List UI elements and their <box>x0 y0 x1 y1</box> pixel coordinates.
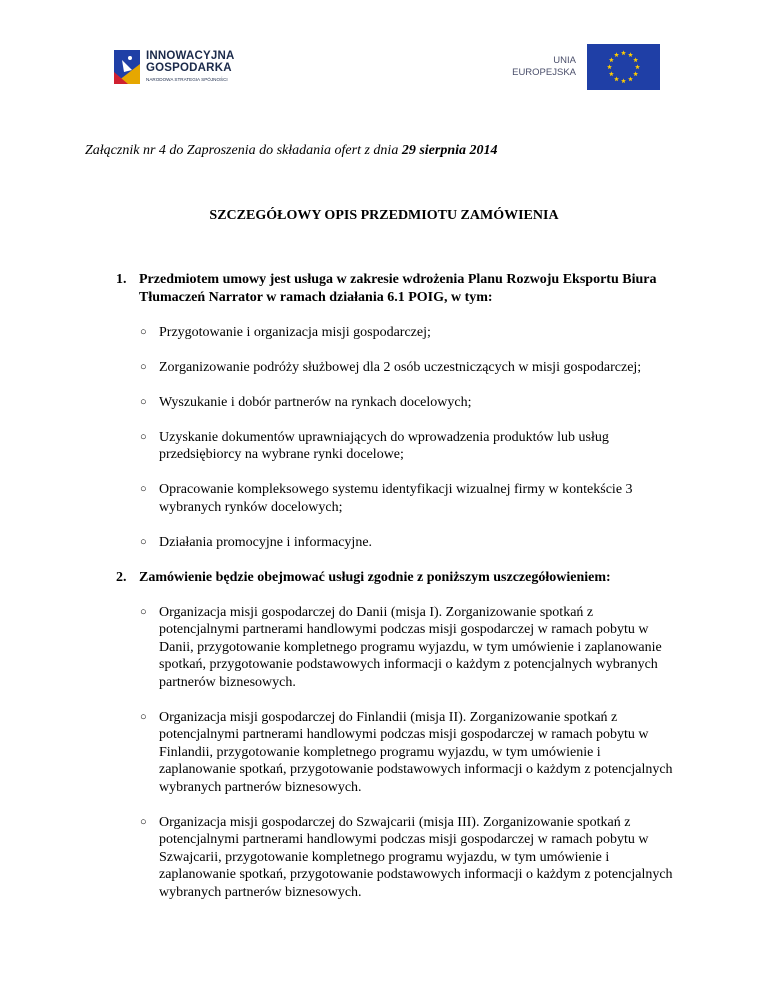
list-item <box>0 534 674 552</box>
logo-right-name <box>512 55 576 79</box>
bullet-circle-icon: ○ <box>140 430 147 443</box>
list-item-text: Opracowanie kompleksowego systemu identyfikacji wizualnej firmy w kontekście 3 wybranych rynków docelowych; <box>159 482 633 515</box>
list-item-text: Organizacja misji gospodarczej do Finlandii (misja II). Zorganizowanie spotkań z potencjalnymi partnerami handlowymi podczas misji gospodarczej w ramach pobytu w Finlandii, przygotowanie kompletnego programu wyjazdu, w tym umówienie i zaplanowanie spotkań, przygotowanie podstawowych informacji o każdym z potencjalnych wybranych partnerów biznesowych. <box>159 709 673 795</box>
list-item-text: Działania promocyjne i informacyjne. <box>159 534 373 550</box>
logo-right-line2: EUROPEJSKA <box>512 67 576 78</box>
bullet-circle-icon: ○ <box>140 483 147 495</box>
list-item <box>0 814 674 902</box>
logo-left-line1: INNOWACYJNA <box>146 50 235 62</box>
unia-europejska-logo <box>514 44 660 90</box>
bullet-circle-icon: ○ <box>140 360 147 373</box>
bullet-circle-icon: ○ <box>140 395 147 408</box>
list-item-text: Przygotowanie i organizacja misji gospodarczej; <box>159 324 431 340</box>
list-item <box>0 394 674 412</box>
section-heading: Zamówienie będzie obejmować usługi zgodnie z poniższym uszczegółowieniem: <box>139 569 611 585</box>
list-item-text: Zorganizowanie podróży służbowej dla 2 osób uczestniczących w misji gospodarczej; <box>159 359 642 375</box>
bullet-circle-icon: ○ <box>140 815 147 828</box>
bullet-circle-icon: ○ <box>140 535 147 548</box>
section-2 <box>0 569 672 587</box>
list-item <box>0 481 674 516</box>
logo-left-line2: GOSPODARKA <box>146 62 232 74</box>
bullet-circle-icon: ○ <box>140 710 147 723</box>
list-item <box>0 429 674 464</box>
list-item-text: Uzyskanie dokumentów uprawniających do wprowadzenia produktów lub usług przedsiębiorcy na wybrane rynki docelowe; <box>159 429 609 462</box>
logo-right-line1: UNIA <box>553 55 576 66</box>
list-item <box>0 324 674 342</box>
annex-prefix: Załącznik nr 4 do Zaproszenia do składania ofert z dnia <box>85 143 402 158</box>
section-number: 1. <box>116 272 127 287</box>
list-item-text: Wyszukanie i dobór partnerów na rynkach docelowych; <box>159 394 472 410</box>
annex-line <box>85 143 498 159</box>
section-number: 2. <box>116 569 127 585</box>
list-item-text: Organizacja misji gospodarczej do Szwajcarii (misja III). Zorganizowanie spotkań z potencjalnymi partnerami handlowymi podczas misji gospodarczej w ramach pobytu w Szwajcarii, przygotowanie kompletnego programu wyjazdu, w tym umówienie i zaplanowanie spotkań, przygotowanie podstawowych informacji o każdym z potencjalnych wybranych partnerów biznesowych. <box>159 814 673 900</box>
section-1 <box>0 271 672 306</box>
innowacyjna-gospodarka-logo <box>110 46 250 90</box>
list-item <box>0 709 674 797</box>
bullet-circle-icon: ○ <box>140 325 147 338</box>
section-heading: Przedmiotem umowy jest usługa w zakresie wdrożenia Planu Rozwoju Eksportu Biura Tłumaczeń Narrator w ramach działania 6.1 POIG, w tym: <box>139 272 657 305</box>
innowacyjna-gospodarka-emblem-icon <box>110 46 144 88</box>
logo-left-name <box>146 50 234 74</box>
document-body <box>0 271 768 901</box>
bullet-circle-icon: ○ <box>140 605 147 618</box>
list-item <box>0 359 674 377</box>
list-item <box>0 604 674 692</box>
annex-date: 29 sierpnia 2014 <box>401 143 498 158</box>
eu-flag-icon <box>587 44 660 90</box>
logo-left-tagline: NARODOWA STRATEGIA SPÓJNOŚCI <box>146 77 228 82</box>
list-item-text: Organizacja misji gospodarczej do Danii (misja I). Zorganizowanie spotkań z potencjalnymi partnerami handlowymi podczas misji gospodarczej w ramach pobytu w Danii, przygotowanie kompletnego programu wyjazdu, w tym umówienie i zaplanowanie spotkań, przygotowanie podstawowych informacji o każdym z potencjalnych wybranych partnerów biznesowych. <box>159 604 662 690</box>
document-title: SZCZEGÓŁOWY OPIS PRZEDMIOTU ZAMÓWIENIA <box>209 208 559 223</box>
